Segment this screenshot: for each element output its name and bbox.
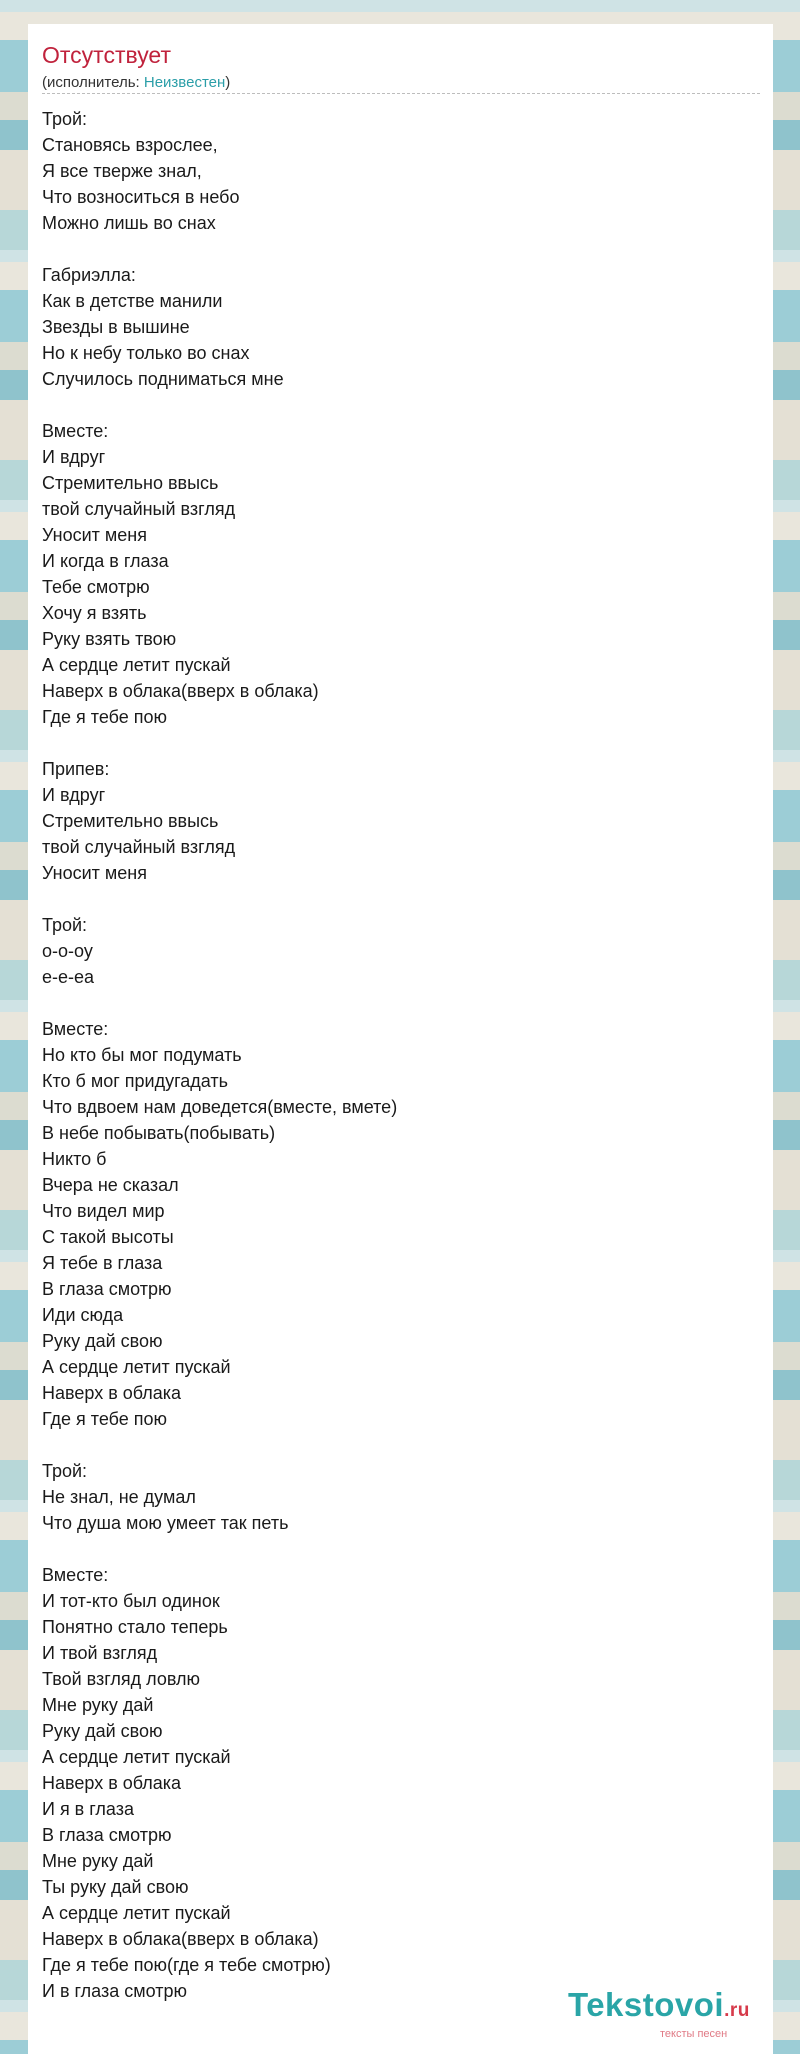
lyric-line: [42, 236, 742, 262]
lyric-line: Понятно стало теперь: [42, 1617, 228, 1637]
lyric-line: И вдруг: [42, 785, 106, 805]
lyric-line: Не знал, не думал: [42, 1487, 196, 1507]
song-subtitle: [42, 74, 230, 91]
logo-tld: .ru: [724, 2000, 750, 2021]
lyric-line: Наверх в облака(вверх в облака): [42, 1929, 319, 1949]
lyric-line: Где я тебе пою(где я тебе смотрю): [42, 1955, 331, 1975]
song-title: Отсутствует: [42, 42, 171, 68]
lyrics-page: [28, 24, 773, 2054]
lyric-line: Но к небу только во снах: [42, 343, 250, 363]
lyric-line: Что видел мир: [42, 1201, 165, 1221]
lyric-line: Хочу я взять: [42, 603, 147, 623]
lyric-line: Случилось подниматься мне: [42, 369, 284, 389]
lyric-line: Наверх в облака: [42, 1773, 182, 1793]
lyric-line: Тебе смотрю: [42, 577, 150, 597]
lyric-line: Никто б: [42, 1149, 107, 1169]
lyric-line: Можно лишь во снах: [42, 213, 216, 233]
lyric-line: [42, 1432, 742, 1458]
lyric-line: твой случайный взгляд: [42, 837, 236, 857]
lyric-line: Трой:: [42, 109, 88, 129]
lyrics-text: [42, 106, 742, 2004]
lyric-line: [42, 730, 742, 756]
lyric-line: В небе побывать(побывать): [42, 1123, 276, 1143]
lyric-line: Наверх в облака: [42, 1383, 182, 1403]
site-logo[interactable]: [568, 1986, 768, 2046]
lyric-line: [42, 392, 742, 418]
lyric-line: А сердце летит пускай: [42, 1747, 231, 1767]
lyric-line: И тот-кто был одинок: [42, 1591, 220, 1611]
lyric-line: [42, 990, 742, 1016]
lyric-line: И когда в глаза: [42, 551, 169, 571]
lyric-line: Я все тверже знал,: [42, 161, 202, 181]
lyric-line: Что возноситься в небо: [42, 187, 240, 207]
lyric-line: А сердце летит пускай: [42, 655, 231, 675]
lyric-line: Стремительно ввысь: [42, 473, 219, 493]
lyric-line: И твой взгляд: [42, 1643, 158, 1663]
lyric-line: Трой:: [42, 915, 88, 935]
lyric-line: [42, 1536, 742, 1562]
lyric-line: Уносит меня: [42, 863, 147, 883]
lyric-line: Что вдвоем нам доведется(вместе, вмете): [42, 1097, 398, 1117]
lyric-line: А сердце летит пускай: [42, 1903, 231, 1923]
lyric-line: И я в глаза: [42, 1799, 134, 1819]
lyric-line: В глаза смотрю: [42, 1279, 172, 1299]
lyric-line: В глаза смотрю: [42, 1825, 172, 1845]
lyric-line: Руку дай свою: [42, 1721, 163, 1741]
lyric-line: Где я тебе пою: [42, 1409, 168, 1429]
lyric-line: Но кто бы мог подумать: [42, 1045, 242, 1065]
lyric-line: Вместе:: [42, 1565, 109, 1585]
lyric-line: е-е-еа: [42, 967, 95, 987]
lyric-line: Руку дай свою: [42, 1331, 163, 1351]
lyric-line: Вместе:: [42, 421, 109, 441]
lyric-line: Мне руку дай: [42, 1695, 154, 1715]
lyric-line: Становясь взрослее,: [42, 135, 218, 155]
lyric-line: Мне руку дай: [42, 1851, 154, 1871]
lyric-line: Наверх в облака(вверх в облака): [42, 681, 319, 701]
lyric-line: С такой высоты: [42, 1227, 174, 1247]
lyric-line: Вместе:: [42, 1019, 109, 1039]
lyric-line: Вчера не сказал: [42, 1175, 179, 1195]
lyric-line: о-о-оу: [42, 941, 93, 961]
lyric-line: твой случайный взгляд: [42, 499, 236, 519]
lyric-line: И в глаза смотрю: [42, 1981, 187, 2001]
lyric-line: Твой взгляд ловлю: [42, 1669, 201, 1689]
lyric-line: Ты руку дай свою: [42, 1877, 189, 1897]
lyric-line: Иди сюда: [42, 1305, 124, 1325]
lyric-line: Габриэлла:: [42, 265, 136, 285]
lyric-line: Что душа мою умеет так петь: [42, 1513, 289, 1533]
lyric-line: Стремительно ввысь: [42, 811, 219, 831]
lyric-line: Уносит меня: [42, 525, 147, 545]
logo-tagline: тексты песен: [660, 2028, 728, 2040]
lyric-line: Руку взять твою: [42, 629, 177, 649]
lyric-line: Трой:: [42, 1461, 88, 1481]
subtitle-prefix: (исполнитель:: [42, 74, 144, 91]
lyric-line: Как в детстве манили: [42, 291, 223, 311]
lyric-line: Я тебе в глаза: [42, 1253, 163, 1273]
lyric-line: Звезды в вышине: [42, 317, 190, 337]
lyric-line: Где я тебе пою: [42, 707, 168, 727]
lyric-line: И вдруг: [42, 447, 106, 467]
lyric-line: Кто б мог придугадать: [42, 1071, 229, 1091]
logo-name: Tekstovoi: [568, 1986, 725, 2023]
lyric-line: А сердце летит пускай: [42, 1357, 231, 1377]
lyric-line: Припев:: [42, 759, 110, 779]
lyric-line: [42, 886, 742, 912]
logo-wordmark: [568, 1986, 750, 2024]
subtitle-suffix: ): [225, 74, 231, 91]
artist-link[interactable]: Неизвестен: [143, 74, 226, 91]
title-divider: [42, 93, 760, 94]
